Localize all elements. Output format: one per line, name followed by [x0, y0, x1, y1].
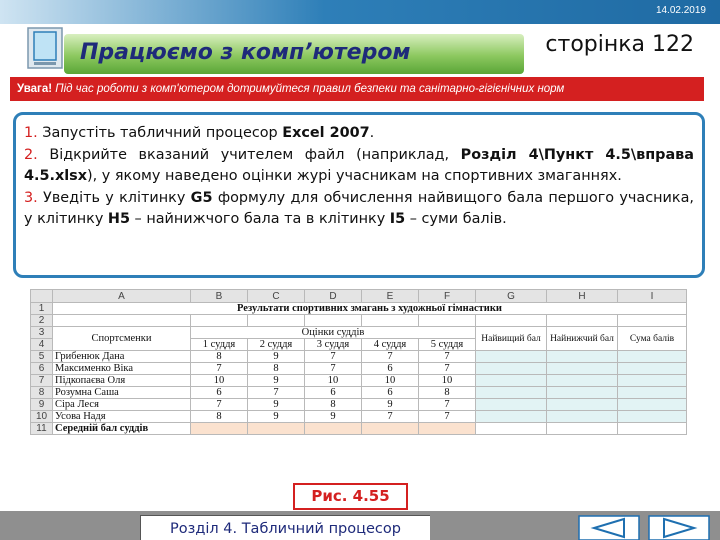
step-strong: G5: [190, 189, 213, 206]
cell[interactable]: [305, 315, 362, 327]
row-number[interactable]: 9: [31, 399, 53, 411]
row-number[interactable]: 7: [31, 375, 53, 387]
athlete-name-cell[interactable]: Розумна Саша: [53, 387, 191, 399]
athlete-name-cell[interactable]: Підкопаєва Оля: [53, 375, 191, 387]
table-row: [31, 423, 687, 435]
sum-cell[interactable]: [618, 351, 687, 363]
step-strong: Excel 2007: [282, 125, 370, 141]
next-arrow-icon[interactable]: [648, 515, 710, 540]
step-tail: ), у якому наведено оцінки журі учасникам на спортивних змаганнях.: [87, 168, 622, 184]
step-text: Запустіть табличний процесор: [37, 125, 283, 141]
judges-header[interactable]: Оцінки суддів: [191, 327, 476, 339]
column-header-d[interactable]: D: [305, 290, 362, 303]
cell[interactable]: [362, 315, 419, 327]
cell[interactable]: [476, 423, 547, 435]
score-cell[interactable]: 8: [191, 351, 248, 363]
row-number[interactable]: 6: [31, 363, 53, 375]
score-cell[interactable]: 7: [362, 351, 419, 363]
max-score-header[interactable]: Найвищий бал: [476, 327, 547, 351]
min-score-cell[interactable]: [547, 399, 618, 411]
sum-cell[interactable]: [618, 387, 687, 399]
warning-text: Під час роботи з комп'ютером дотримуйтеся правил безпеки та санітарно-гігієнічних норм: [52, 83, 565, 95]
instruction-step-1: [24, 123, 694, 145]
section-label: Розділ 4. Табличний процесор: [140, 515, 430, 540]
step-strong: Розділ 4\Пункт 4.5\вправа 4.5.xlsx: [24, 146, 694, 184]
header: [0, 24, 720, 76]
score-cell[interactable]: 8: [305, 399, 362, 411]
cell[interactable]: [547, 315, 618, 327]
score-cell[interactable]: 6: [362, 387, 419, 399]
min-score-cell[interactable]: [547, 351, 618, 363]
figure-caption: Рис. 4.55: [293, 483, 408, 510]
row-number[interactable]: 10: [31, 411, 53, 423]
row-number[interactable]: 1: [31, 303, 53, 315]
min-score-cell[interactable]: [547, 387, 618, 399]
sum-cell[interactable]: [618, 375, 687, 387]
min-score-cell[interactable]: [547, 411, 618, 423]
column-header-g[interactable]: G: [476, 290, 547, 303]
score-cell[interactable]: 6: [362, 363, 419, 375]
cell[interactable]: [547, 423, 618, 435]
max-score-cell[interactable]: [476, 351, 547, 363]
column-header-e[interactable]: E: [362, 290, 419, 303]
table-row: [31, 315, 687, 327]
score-cell[interactable]: 7: [305, 351, 362, 363]
judge-header[interactable]: 1 суддя: [191, 339, 248, 351]
column-header-b[interactable]: B: [191, 290, 248, 303]
score-cell[interactable]: 7: [419, 399, 476, 411]
cell[interactable]: [476, 315, 547, 327]
score-cell[interactable]: 7: [362, 411, 419, 423]
column-header-c[interactable]: C: [248, 290, 305, 303]
max-score-cell[interactable]: [476, 399, 547, 411]
max-score-cell[interactable]: [476, 363, 547, 375]
row-number[interactable]: 3: [31, 327, 53, 339]
warning-label: Увага!: [17, 83, 53, 95]
column-header-a[interactable]: A: [53, 290, 191, 303]
table-row: [31, 375, 687, 387]
column-header-h[interactable]: H: [547, 290, 618, 303]
step-text: Відкрийте вказаний учителем файл (наприклад,: [37, 146, 461, 163]
page-number: сторінка 122: [545, 32, 694, 57]
safety-warning: [10, 77, 704, 101]
athlete-name-cell[interactable]: Усова Надя: [53, 411, 191, 423]
instruction-step-3: [24, 188, 694, 231]
step-number: 1.: [24, 125, 38, 141]
score-cell[interactable]: 7: [419, 411, 476, 423]
score-cell[interactable]: 9: [248, 399, 305, 411]
judge-header[interactable]: 3 суддя: [305, 339, 362, 351]
column-header-i[interactable]: I: [618, 290, 687, 303]
step-number: 2.: [24, 146, 38, 163]
score-cell[interactable]: 10: [419, 375, 476, 387]
score-cell[interactable]: 6: [305, 387, 362, 399]
score-cell[interactable]: 7: [191, 363, 248, 375]
row-number[interactable]: 4: [31, 339, 53, 351]
cell[interactable]: [53, 315, 191, 327]
computer-icon: [26, 26, 64, 70]
table-row: [31, 351, 687, 363]
page-title: Працюємо з комп’ютером: [80, 40, 411, 65]
score-cell[interactable]: 7: [419, 351, 476, 363]
cell[interactable]: [419, 315, 476, 327]
score-cell[interactable]: 8: [419, 387, 476, 399]
score-cell[interactable]: 10: [362, 375, 419, 387]
score-cell[interactable]: 10: [305, 375, 362, 387]
cell[interactable]: [618, 315, 687, 327]
cell[interactable]: [191, 423, 248, 435]
score-cell[interactable]: 9: [362, 399, 419, 411]
sum-cell[interactable]: [618, 399, 687, 411]
score-cell[interactable]: 10: [191, 375, 248, 387]
cell[interactable]: [305, 423, 362, 435]
min-score-header[interactable]: Найнижчий бал: [547, 327, 618, 351]
sheet-title-cell[interactable]: Результати спортивних змагань з художньої гімнастики: [53, 303, 687, 315]
prev-arrow-icon[interactable]: [578, 515, 640, 540]
cell[interactable]: [362, 423, 419, 435]
sum-cell[interactable]: [618, 411, 687, 423]
step-strong: H5: [107, 211, 130, 227]
average-label[interactable]: Середній бал суддів: [53, 423, 191, 435]
score-cell[interactable]: 9: [248, 375, 305, 387]
max-score-cell[interactable]: [476, 411, 547, 423]
max-score-cell[interactable]: [476, 375, 547, 387]
step-text: Уведіть у клітинку: [37, 189, 191, 206]
score-cell[interactable]: 7: [419, 363, 476, 375]
cell[interactable]: [191, 315, 248, 327]
table-row: [31, 399, 687, 411]
judge-header[interactable]: 2 суддя: [248, 339, 305, 351]
cell[interactable]: [419, 423, 476, 435]
step-tail: – найнижчого бала та в клітинку: [129, 211, 390, 227]
score-cell[interactable]: 9: [305, 411, 362, 423]
min-score-cell[interactable]: [547, 363, 618, 375]
row-number[interactable]: 8: [31, 387, 53, 399]
judge-header[interactable]: 4 суддя: [362, 339, 419, 351]
score-cell[interactable]: 6: [191, 387, 248, 399]
corner-cell[interactable]: [31, 290, 53, 303]
athlete-name-cell[interactable]: Максименко Віка: [53, 363, 191, 375]
score-cell[interactable]: 7: [305, 363, 362, 375]
instruction-step-2: [24, 145, 694, 188]
athlete-name-cell[interactable]: Грибенюк Дана: [53, 351, 191, 363]
table-row: [31, 327, 687, 339]
step-strong: I5: [389, 211, 406, 227]
footer: [0, 511, 720, 540]
cell[interactable]: [248, 423, 305, 435]
table-row: [31, 411, 687, 423]
score-cell[interactable]: 8: [248, 363, 305, 375]
row-number[interactable]: 5: [31, 351, 53, 363]
column-header-f[interactable]: F: [419, 290, 476, 303]
instructions-box: [13, 112, 705, 278]
table-row: [31, 387, 687, 399]
step-tail: формулу для обчислення найвищого бала першого учасника, у клітинку: [24, 189, 694, 227]
top-bar: [0, 0, 720, 24]
title-bar: [64, 34, 524, 74]
athlete-name-cell[interactable]: Сіра Леся: [53, 399, 191, 411]
step-number: 3.: [24, 189, 38, 206]
sum-header[interactable]: Сума балів: [618, 327, 687, 351]
row-number[interactable]: 11: [31, 423, 53, 435]
date-label: 14.02.2019: [655, 5, 706, 16]
min-score-cell[interactable]: [547, 375, 618, 387]
max-score-cell[interactable]: [476, 387, 547, 399]
score-cell[interactable]: 7: [248, 387, 305, 399]
score-cell[interactable]: 8: [191, 411, 248, 423]
athletes-header[interactable]: Спортсменки: [53, 327, 191, 351]
sum-cell[interactable]: [618, 363, 687, 375]
row-number[interactable]: 2: [31, 315, 53, 327]
step-tail: .: [369, 125, 375, 141]
column-headers: [31, 290, 687, 303]
score-cell[interactable]: 9: [248, 351, 305, 363]
score-cell[interactable]: 9: [248, 411, 305, 423]
step-tail: – суми балів.: [405, 211, 507, 227]
cell[interactable]: [618, 423, 687, 435]
cell[interactable]: [248, 315, 305, 327]
judge-header[interactable]: 5 суддя: [419, 339, 476, 351]
score-cell[interactable]: 7: [191, 399, 248, 411]
table-row: [31, 363, 687, 375]
spreadsheet: [30, 289, 686, 476]
table-row: [31, 303, 687, 315]
